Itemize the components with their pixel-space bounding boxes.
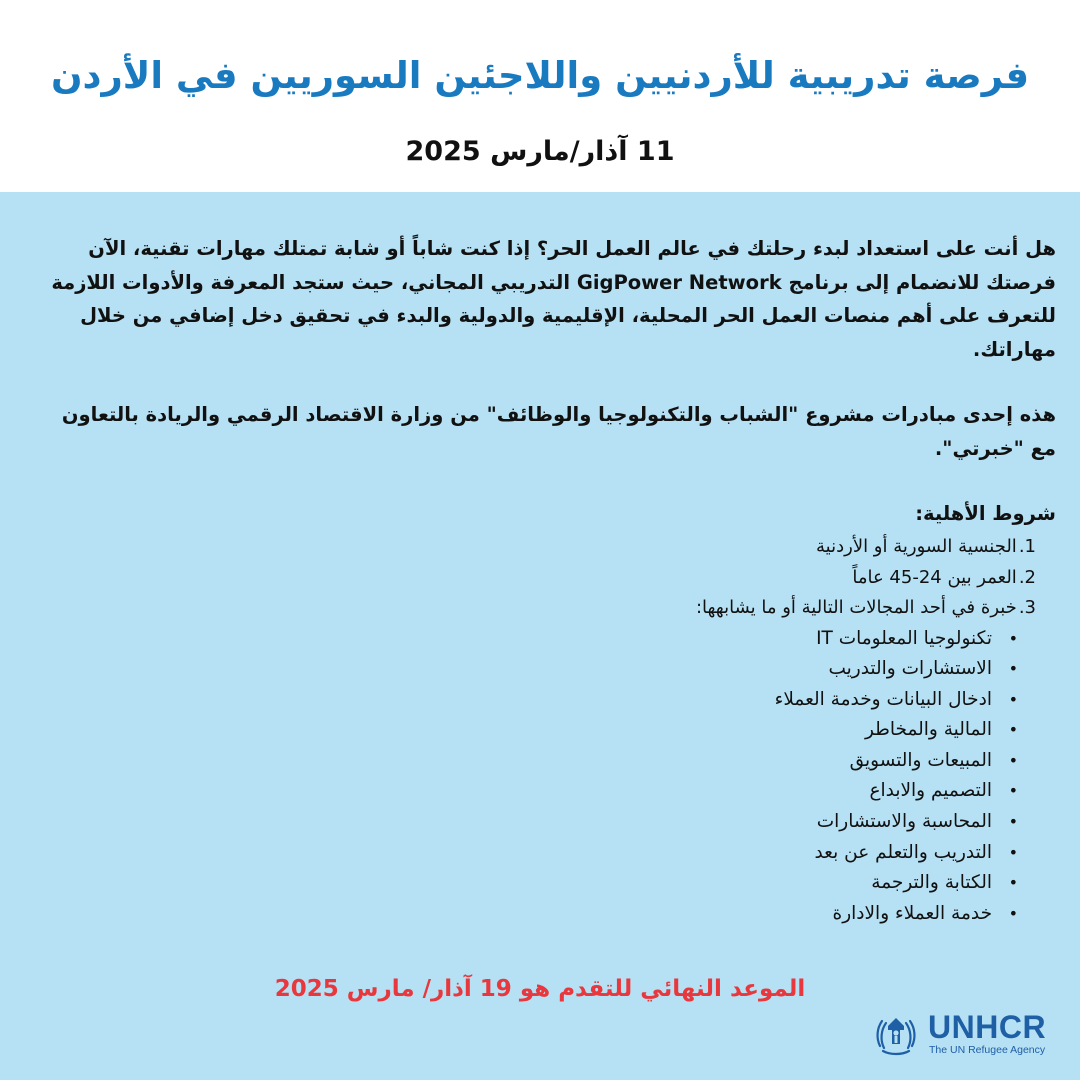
bullet-icon: • [1008, 659, 1018, 679]
bullet-icon: • [1008, 842, 1018, 862]
field-item [30, 654, 1018, 685]
field-label: الكتابة والترجمة [871, 872, 992, 894]
unhcr-emblem-icon [870, 1010, 922, 1058]
condition-number: 2. [1018, 566, 1036, 588]
bullet-icon: • [1008, 781, 1018, 801]
intro-paragraph: هل أنت على استعداد لبدء رحلتك في عالم العمل الحر؟ إذا كنت شاباً أو شابة تمتلك مهارات تقنية، الآن فرصتك للانضمام إلى برنامج GigPower Network التدريبي المجاني، حيث ستجد المعرفة والأدوات اللازمة للتعرف على أهم منصات العمل الحر المحلية، الإقليمية والدولية والبدء في تحقيق دخل إضافي من خلال مهاراتك. [51, 237, 1056, 361]
logo-wordmark: UNHCR [928, 1009, 1047, 1045]
field-item [30, 838, 1018, 869]
condition-item [30, 563, 1036, 594]
field-label: تكنولوجيا المعلومات IT [816, 627, 992, 649]
content-body [30, 232, 1056, 929]
condition-text: خبرة في أحد المجالات التالية أو ما يشابهها: [695, 597, 1017, 618]
page-title: فرصة تدريبية للأردنيين واللاجئين السوريين في الأردن [50, 54, 1030, 97]
field-label: المالية والمخاطر [864, 719, 992, 741]
unhcr-logo [870, 1010, 1060, 1060]
field-label: التدريب والتعلم عن بعد [814, 841, 992, 863]
logo-tagline: The UN Refugee Agency [929, 1044, 1046, 1056]
bullet-icon: • [1008, 720, 1018, 740]
field-item [30, 868, 1018, 899]
initiative-paragraph: هذه إحدى مبادرات مشروع "الشباب والتكنولوجيا والوظائف" من وزارة الاقتصاد الرقمي والريادة بالتعاون مع "خبرتي". [61, 403, 1056, 460]
field-label: المبيعات والتسويق [849, 749, 992, 771]
condition-item [30, 532, 1036, 563]
condition-text: العمر بين 24-45 عاماً [852, 566, 1017, 588]
deadline-notice: الموعد النهائي للتقدم هو 19 آذار/ مارس 2025 [274, 976, 806, 1002]
field-label: ادخال البيانات وخدمة العملاء [774, 688, 992, 710]
bullet-icon: • [1008, 812, 1018, 832]
bullet-icon: • [1008, 750, 1018, 770]
announcement-date: 11 آذار/مارس 2025 [405, 136, 675, 167]
field-item [30, 685, 1018, 716]
eligibility-heading: شروط الأهلية: [915, 502, 1056, 525]
condition-number: 3. [1018, 597, 1036, 618]
eligibility-conditions [30, 532, 1056, 624]
field-item [30, 776, 1018, 807]
field-label: خدمة العملاء والادارة [832, 902, 992, 924]
field-item [30, 807, 1018, 838]
experience-fields-list [30, 624, 1056, 930]
condition-item [30, 593, 1036, 624]
field-item [30, 899, 1018, 930]
bullet-icon: • [1008, 689, 1018, 709]
bullet-icon: • [1008, 873, 1018, 893]
field-label: المحاسبة والاستشارات [816, 811, 992, 833]
condition-number: 1. [1018, 536, 1036, 557]
bullet-icon: • [1008, 628, 1018, 648]
field-item [30, 715, 1018, 746]
field-item [30, 624, 1018, 655]
condition-text: الجنسية السورية أو الأردنية [816, 536, 1017, 557]
field-label: التصميم والابداع [869, 780, 992, 802]
field-label: الاستشارات والتدريب [828, 658, 992, 680]
header [0, 0, 1080, 192]
field-item [30, 746, 1018, 777]
bullet-icon: • [1008, 903, 1018, 923]
